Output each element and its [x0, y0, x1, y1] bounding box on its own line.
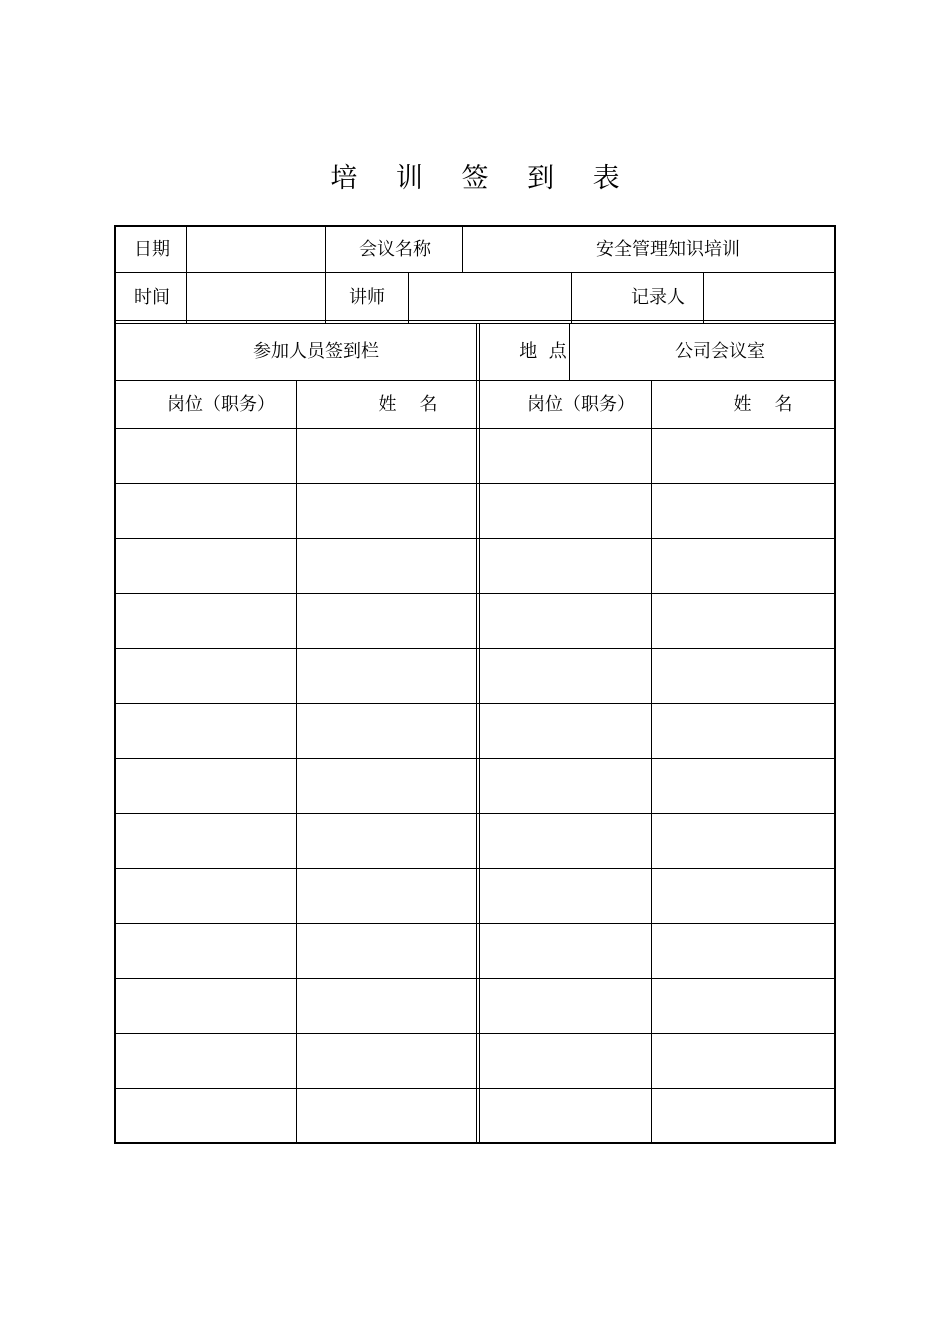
signin-cell-name-left[interactable] [297, 924, 475, 977]
date-label: 日期 [134, 239, 170, 260]
signin-cell-name-right[interactable] [652, 759, 833, 812]
signin-cell-name-left[interactable] [297, 429, 475, 482]
signin-cell-name-right[interactable] [652, 484, 833, 537]
signin-cell-name-left[interactable] [297, 869, 475, 922]
signin-cell-name-left[interactable] [297, 704, 475, 757]
row-divider [116, 272, 834, 273]
signin-cell-name-left[interactable] [297, 649, 475, 702]
signin-cell-position-left[interactable] [117, 649, 295, 702]
col-divider [186, 227, 187, 323]
signin-cell-position-right[interactable] [480, 649, 650, 702]
col-divider [408, 273, 409, 323]
meeting-name-value[interactable]: 安全管理知识培训 [596, 239, 740, 260]
signin-cell-position-left[interactable] [117, 484, 295, 537]
meeting-name-label: 会议名称 [359, 239, 431, 260]
signin-cell-name-right[interactable] [652, 814, 833, 867]
row-divider [116, 320, 834, 321]
signin-cell-name-left[interactable] [297, 1034, 475, 1087]
signin-cell-position-left[interactable] [117, 704, 295, 757]
col-divider [703, 273, 704, 323]
lecturer-field[interactable] [479, 287, 499, 309]
signin-cell-name-left[interactable] [297, 484, 475, 537]
signin-cell-name-right[interactable] [652, 979, 833, 1032]
col-divider [569, 323, 570, 380]
col-header-name-left: 姓 名 [378, 394, 438, 415]
time-label: 时间 [134, 287, 170, 308]
signin-cell-position-right[interactable] [480, 869, 650, 922]
signin-cell-position-right[interactable] [480, 814, 650, 867]
lecturer-label: 讲师 [349, 287, 385, 308]
signin-cell-name-right[interactable] [652, 429, 833, 482]
signin-cell-position-right[interactable] [480, 1034, 650, 1087]
signin-cell-name-right[interactable] [652, 704, 833, 757]
signin-cell-position-right[interactable] [480, 539, 650, 592]
signin-cell-name-right[interactable] [652, 594, 833, 647]
signin-form [114, 225, 836, 1144]
row-divider [116, 323, 834, 324]
signin-cell-position-right[interactable] [480, 924, 650, 977]
form-title: 培 训 签 到 表 [330, 163, 635, 194]
signin-cell-position-left[interactable] [117, 814, 295, 867]
signin-cell-name-left[interactable] [297, 979, 475, 1032]
signin-cell-position-left[interactable] [117, 1089, 295, 1142]
signin-cell-name-right[interactable] [652, 1089, 833, 1142]
signin-cell-position-left[interactable] [117, 1034, 295, 1087]
signin-cell-name-right[interactable] [652, 924, 833, 977]
location-value[interactable]: 公司会议室 [675, 341, 765, 362]
time-field[interactable] [246, 287, 266, 309]
signin-cell-position-right[interactable] [480, 484, 650, 537]
signin-cell-position-right[interactable] [480, 429, 650, 482]
row-divider [116, 380, 834, 381]
col-divider [462, 227, 463, 273]
signin-cell-position-right[interactable] [480, 594, 650, 647]
recorder-field[interactable] [758, 287, 778, 309]
location-label: 地 点 [519, 341, 567, 362]
signin-cell-name-left[interactable] [297, 814, 475, 867]
signin-cell-name-left[interactable] [297, 1089, 475, 1142]
signin-cell-position-right[interactable] [480, 1089, 650, 1142]
signin-cell-name-left[interactable] [297, 594, 475, 647]
signin-cell-position-right[interactable] [480, 979, 650, 1032]
col-divider [571, 273, 572, 323]
signin-cell-position-left[interactable] [117, 759, 295, 812]
signin-cell-position-right[interactable] [480, 759, 650, 812]
signin-cell-position-left[interactable] [117, 539, 295, 592]
signin-cell-position-right[interactable] [480, 704, 650, 757]
signin-cell-position-left[interactable] [117, 429, 295, 482]
signin-cell-name-right[interactable] [652, 869, 833, 922]
signin-cell-name-left[interactable] [297, 539, 475, 592]
signin-cell-name-right[interactable] [652, 649, 833, 702]
recorder-label: 记录人 [631, 287, 685, 308]
col-header-position-right: 岗位（职务） [527, 394, 635, 415]
date-field[interactable] [246, 239, 266, 261]
signin-cell-name-right[interactable] [652, 539, 833, 592]
signin-section-label: 参加人员签到栏 [253, 341, 379, 362]
signin-cell-position-left[interactable] [117, 979, 295, 1032]
signin-cell-position-left[interactable] [117, 594, 295, 647]
col-header-name-right: 姓 名 [733, 394, 793, 415]
col-divider [325, 227, 326, 323]
signin-cell-name-left[interactable] [297, 759, 475, 812]
signin-cell-name-right[interactable] [652, 1034, 833, 1087]
center-divider [476, 323, 477, 1142]
signin-cell-position-left[interactable] [117, 924, 295, 977]
signin-cell-position-left[interactable] [117, 869, 295, 922]
col-header-position-left: 岗位（职务） [167, 394, 275, 415]
